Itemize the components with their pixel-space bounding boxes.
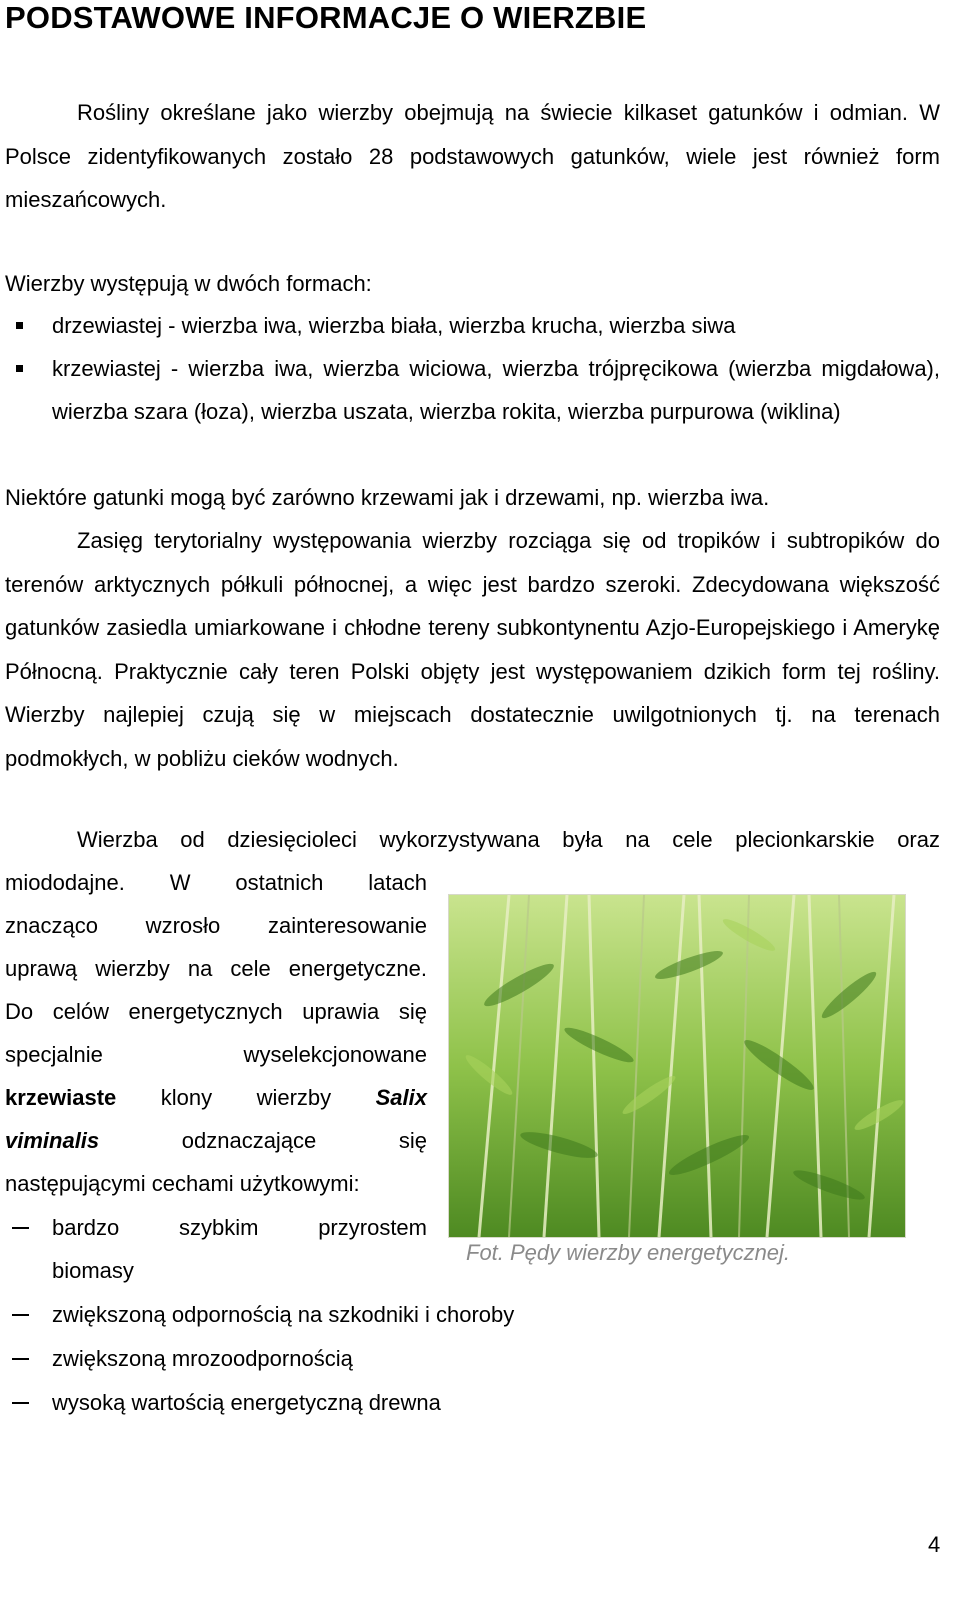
feature-item: zwiększoną mrozoodpornością xyxy=(52,1346,353,1371)
willow-shoots-illustration xyxy=(449,895,905,1237)
range-paragraph: Zasięg terytorialny występowania wierzby rozciąga się od tropików i subtropików do terenów arktycznych półkuli północnej, a więc jest bardzo szeroki. Zdecydowana większość gatunków zasiedla umiarkowane i chłodne tereny subkontynentu Azjo-Europejskiego i Amerykę Północną. Praktycznie cały teren Polski objęty jest występowaniem dzikich form tej rośliny. Wierzby najlepiej czują się w miejscach dostatecznie uwilgotnionych tj. na terenach podmokłych, w pobliżu cieków wodnych. xyxy=(5,528,940,771)
note-paragraph: Niektóre gatunki mogą być zarówno krzewami jak i drzewami, np. wierzba iwa. xyxy=(5,485,770,510)
feature-item: zwiększoną odpornością na szkodniki i choroby xyxy=(52,1302,515,1327)
forms-item-shrub: krzewiastej - wierzba iwa, wierzba wiciowa, wierzba trójpręcikowa (wierzba migdałowa), wierzba szara (łoza), wierzba uszata, wierzba rokita, wierzba purpurowa (wiklina) xyxy=(52,356,940,424)
latin-species: viminalis xyxy=(5,1128,100,1153)
feature-item: wysoką wartością energetyczną drewna xyxy=(52,1390,441,1415)
clones-rest: odznaczające się xyxy=(181,1128,427,1153)
feature-item: bardzo szybkim przyrostem xyxy=(52,1215,427,1240)
forms-item-tree: drzewiastej - wierzba iwa, wierzba biała, wierzba krucha, wierzba siwa xyxy=(52,313,736,338)
clones-middle: klony wierzby xyxy=(160,1085,332,1110)
page-number: 4 xyxy=(928,1532,941,1557)
dash-bullet-icon xyxy=(12,1227,29,1229)
clones-bold-word: krzewiaste xyxy=(5,1085,117,1110)
dash-bullet-icon xyxy=(12,1358,29,1360)
usage-line: miododajne. W ostatnich latach xyxy=(5,870,427,895)
page-title: PODSTAWOWE INFORMACJE O WIERZBIE xyxy=(5,0,647,35)
photo-caption: Fot. Pędy wierzby energetycznej. xyxy=(466,1240,791,1265)
usage-line: znacząco wzrosło zainteresowanie xyxy=(5,913,427,938)
willow-shoots-photo xyxy=(448,894,906,1238)
latin-genus: Salix xyxy=(375,1085,427,1110)
usage-first-line: Wierzba od dziesięcioleci wykorzystywana była na cele plecionkarskie oraz xyxy=(77,827,940,852)
usage-line: Do celów energetycznych uprawia się xyxy=(5,999,427,1024)
forms-heading: Wierzby występują w dwóch formach: xyxy=(5,271,372,296)
feature-item-continuation: biomasy xyxy=(52,1258,134,1283)
intro-paragraph: Rośliny określane jako wierzby obejmują na świecie kilkaset gatunków i odmian. W Polsce zidentyfikowanych zostało 28 podstawowych gatunków, wiele jest również form mieszańcowych. xyxy=(5,100,940,212)
clones-line xyxy=(5,1119,427,1162)
clones-last-line: następującymi cechami użytkowymi: xyxy=(5,1171,360,1196)
clones-line xyxy=(5,1076,427,1119)
dash-bullet-icon xyxy=(12,1314,29,1316)
usage-line: specjalnie wyselekcjonowane xyxy=(5,1042,427,1067)
bullet-square-icon xyxy=(16,322,23,329)
dash-bullet-icon xyxy=(12,1402,29,1404)
bullet-square-icon xyxy=(16,365,23,372)
usage-line: uprawą wierzby na cele energetyczne. xyxy=(5,956,427,981)
